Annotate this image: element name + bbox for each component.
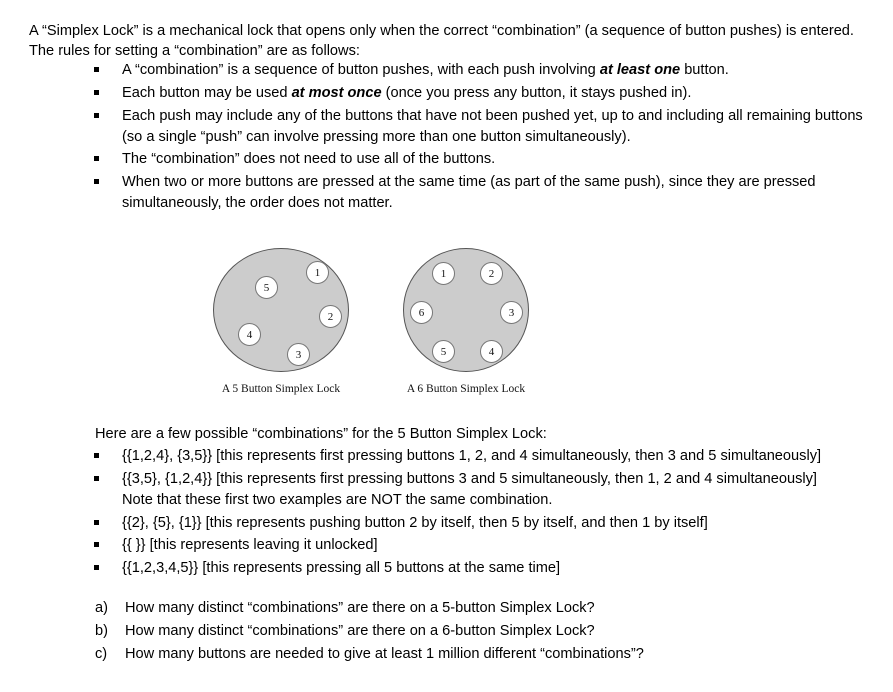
rule-text-pre: A “combination” is a sequence of button pushes, with each push involving [122,62,600,78]
square-bullet-icon [94,453,99,458]
list-item [0,83,882,104]
square-bullet-icon [94,476,99,481]
question-marker: b) [95,622,108,639]
lock-button: 3 [500,301,523,324]
rules-section [0,60,893,216]
list-item [0,106,882,148]
rule-text-pre: The “combination” does not need to use all of the buttons. [122,151,496,168]
lock-button: 5 [432,340,455,363]
six-button-lock-figure [402,248,530,397]
square-bullet-icon [94,156,99,161]
square-bullet-icon [94,113,99,118]
question-text: How many distinct “combinations” are there on a 6-button Simplex Lock? [125,622,595,639]
lock-button: 2 [480,262,503,285]
rule-text-pre: Each push may include any of the buttons that have not been pushed yet, up to and including all remaining buttons (so a single “push” can involve pressing more than one button simultaneously). [122,107,863,145]
lock-button: 2 [319,305,342,328]
rule-text-post: button. [680,62,729,78]
example-note: Note that these first two examples are NOT the same combination. [122,491,553,508]
square-bullet-icon [94,565,99,570]
lock-button: 1 [306,261,329,284]
figure-caption: A 6 Button Simplex Lock [406,383,526,395]
list-item [0,172,882,214]
square-bullet-icon [94,179,99,184]
list-item [0,446,893,467]
lock-button: 4 [480,340,503,363]
rule-text-post: (once you press any button, it stays pushed in). [381,84,692,101]
example-text: {{2}, {5}, {1}} [this represents pushing button 2 by itself, then 5 by itself, and then 1 by itself] [122,514,708,531]
figure-caption: A 5 Button Simplex Lock [221,383,341,395]
lock-button: 3 [287,343,310,366]
example-text: {{1,2,3,4,5}} [this represents pressing all 5 buttons at the same time] [122,560,561,577]
question-marker: c) [95,645,108,662]
list-item [0,60,882,81]
question-text: How many buttons are needed to give at least 1 million different “combinations”? [125,645,644,662]
five-button-lock-figure [211,248,351,397]
list-item [0,598,893,619]
list-item [0,621,893,642]
questions-list [0,598,893,665]
rules-list [0,60,893,214]
square-bullet-icon [94,67,99,72]
lock-button: 4 [238,323,261,346]
lock-face [213,248,349,372]
list-item [0,558,893,579]
list-item [0,149,882,170]
example-text: {{ }} [this represents leaving it unlocked] [122,537,378,554]
rule-emphasis: at least one [599,62,681,78]
rule-emphasis: at most once [291,84,382,101]
rule-text-pre: Each button may be used [122,84,292,101]
list-item [0,513,893,534]
lock-face [403,248,529,372]
square-bullet-icon [94,90,99,95]
question-text: How many distinct “combinations” are there on a 5-button Simplex Lock? [125,600,595,616]
square-bullet-icon [94,520,99,525]
example-text: {{3,5}, {1,2,4}} [this represents first pressing buttons 3 and 5 simultaneously, then 1, 2 and 4 simultaneously] [122,470,817,487]
list-item [0,535,893,556]
lock-button: 5 [255,276,278,299]
rule-text-pre: When two or more buttons are pressed at the same time (as part of the same push), since they are pressed simultaneously, the order does not matter. [122,174,816,212]
lock-figures [0,248,893,393]
intro-paragraph: A “Simplex Lock” is a mechanical lock that opens only when the correct “combination” (a sequence of button pushes) is entered. The rules for setting a “combination” are as follows: [29,22,854,60]
lock-button: 1 [432,262,455,285]
list-item [0,469,893,511]
example-text: {{1,2,4}, {3,5}} [this represents first pressing buttons 1, 2, and 4 simultaneously, then 3 and 5 simultaneously] [122,448,822,464]
examples-section [0,446,893,581]
lock-button: 6 [410,301,433,324]
questions-section [0,598,893,667]
examples-heading: Here are a few possible “combinations” for the 5 Button Simplex Lock: [95,425,547,442]
question-marker: a) [95,600,108,616]
list-item [0,644,893,665]
examples-list [0,446,893,579]
square-bullet-icon [94,542,99,547]
